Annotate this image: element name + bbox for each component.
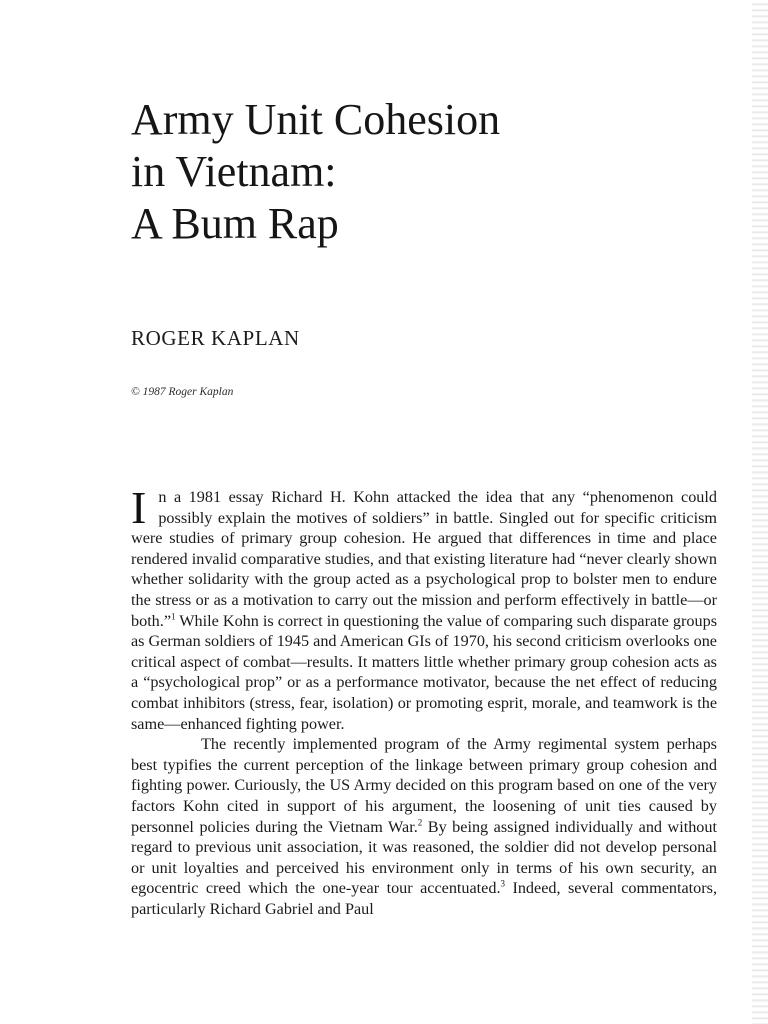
- article-body: [131, 482, 717, 919]
- paragraph-2-text-c: Indeed, several commentators, particularly Richard Gabriel and Paul: [131, 879, 717, 918]
- drop-cap: I: [131, 482, 147, 533]
- title-line-3: A Bum Rap: [131, 199, 339, 248]
- paragraph-1: [131, 482, 717, 734]
- paragraph-1-text-a: n a 1981 essay Richard H. Kohn attacked the idea that any “phenomenon could possibly explain the motives of soldiers” in battle. Singled out for specific criticism were studies of primary group cohesion. He argued that differences in time and place rendered invalid comparative studies, and that existing literature had “never clearly shown whether solidarity with the group acted as a psychological prop to bolster men to endure the stress or as a motivation to carry out the mission and perform effectively in battle—or both.”: [131, 488, 717, 630]
- author-name: ROGER KAPLAN: [131, 326, 300, 350]
- article-title: [131, 94, 691, 250]
- title-line-1: Army Unit Cohesion: [131, 95, 501, 144]
- title-line-2: in Vietnam:: [131, 147, 337, 196]
- footnote-ref-1: 1: [171, 611, 176, 622]
- scanned-page-edge: [752, 0, 768, 1024]
- paragraph-2-text-b: By being assigned individually and without regard to previous unit association, it was reasoned, the soldier did not develop personal or unit loyalties and perceived his environment only in terms of his own security, an egocentric creed which the one-year tour accentuated.: [131, 817, 717, 898]
- paragraph-1-text-b: While Kohn is correct in questioning the value of comparing such disparate groups as German soldiers of 1945 and American GIs of 1970, his second criticism overlooks one critical aspect of combat—results. It matters little whether primary group cohesion acts as a “psychological prop” or as a performance motivator, because the net effect of reducing combat inhibitors (stress, fear, isolation) or promoting esprit, morale, and teamwork is the same—enhanced fighting power.: [131, 611, 717, 733]
- footnote-ref-2: 2: [417, 817, 423, 828]
- paragraph-2: [131, 734, 717, 919]
- paragraph-2-text-a: The recently implemented program of the Army regimental system perhaps best typifies the current perception of the linkage between primary group cohesion and fighting power. Curiously, the US Army decided on this program based on one of the very factors Kohn cited in support of his argument, the loosening of unit ties caused by personnel policies during the Vietnam War.: [131, 735, 717, 836]
- copyright-notice: © 1987 Roger Kaplan: [131, 386, 234, 398]
- footnote-ref-3: 3: [500, 878, 506, 889]
